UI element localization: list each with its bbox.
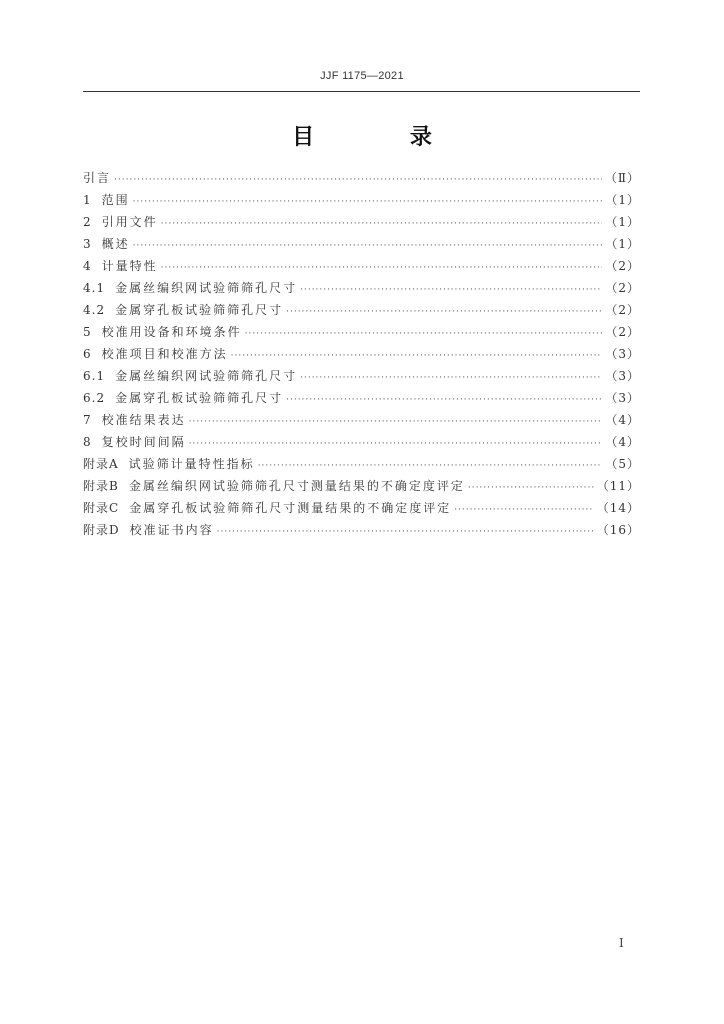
toc-entry-number: 3 xyxy=(83,237,92,251)
toc-entry[interactable] xyxy=(83,233,640,255)
toc-entry-page: （2） xyxy=(605,281,640,295)
toc-entry[interactable] xyxy=(83,475,640,497)
toc-entry-page: （2） xyxy=(605,303,640,317)
toc-leader-dots xyxy=(161,257,603,279)
toc-leader-dots xyxy=(286,301,602,323)
toc-entry[interactable] xyxy=(83,189,640,211)
toc-leader-dots xyxy=(245,323,603,345)
toc-entry-number: 附录D xyxy=(83,523,120,537)
toc-leader-dots xyxy=(454,499,594,521)
toc-entry-number: 2 xyxy=(83,215,92,229)
toc-entry[interactable] xyxy=(83,409,640,431)
toc-entry[interactable] xyxy=(83,167,640,189)
toc-leader-dots xyxy=(114,169,602,191)
toc-leader-dots xyxy=(231,345,603,367)
toc-entry-number: 6.1 xyxy=(83,369,106,383)
toc-entry-number: 附录B xyxy=(83,479,119,493)
toc-entry-number: 附录C xyxy=(83,501,120,515)
toc-entry-page: （4） xyxy=(605,435,640,449)
toc-leader-dots xyxy=(189,433,603,455)
toc-leader-dots xyxy=(258,455,603,477)
toc-entry-title: 金属穿孔板试验筛筛孔尺寸 xyxy=(115,391,284,405)
toc-entry-page: （1） xyxy=(605,215,640,229)
toc-entry-title: 金属丝编织网试验筛筛孔尺寸测量结果的不确定度评定 xyxy=(128,479,465,493)
toc-entry-page: （Ⅱ） xyxy=(604,171,640,185)
toc-entry-title: 引言 xyxy=(83,171,112,185)
toc-entry-title: 计量特性 xyxy=(101,259,158,273)
toc-entry-page: （3） xyxy=(605,347,640,361)
toc-entry-title: 复校时间间隔 xyxy=(101,435,186,449)
header-rule xyxy=(83,91,640,92)
toc-leader-dots xyxy=(189,411,603,433)
toc-entry-number: 5 xyxy=(83,325,92,339)
toc-entry-title: 引用文件 xyxy=(101,215,158,229)
toc-entry[interactable] xyxy=(83,299,640,321)
toc-entry-title: 金属丝编织网试验筛筛孔尺寸 xyxy=(115,369,298,383)
toc-entry-page: （2） xyxy=(605,325,640,339)
toc-entry[interactable] xyxy=(83,519,640,541)
toc-entry[interactable] xyxy=(83,343,640,365)
toc-leader-dots xyxy=(133,235,603,257)
toc-entry-title: 校准项目和校准方法 xyxy=(101,347,228,361)
toc-entry-page: （4） xyxy=(605,413,640,427)
toc-entry-number: 1 xyxy=(83,193,92,207)
toc-entry-page: （14） xyxy=(596,501,640,515)
toc-leader-dots xyxy=(286,389,602,411)
toc-entry-number: 4.1 xyxy=(83,281,106,295)
toc-entry[interactable] xyxy=(83,497,640,519)
toc-entry-number: 4.2 xyxy=(83,303,106,317)
toc-entry-page: （5） xyxy=(605,457,640,471)
toc-entry-page: （3） xyxy=(605,391,640,405)
toc-entry[interactable] xyxy=(83,211,640,233)
toc-entry-number: 附录A xyxy=(83,457,119,471)
toc-entry-title: 概述 xyxy=(101,237,130,251)
toc-entry-page: （2） xyxy=(605,259,640,273)
toc-entry-number: 8 xyxy=(83,435,92,449)
toc-entry-title: 校准结果表达 xyxy=(101,413,186,427)
toc-entry[interactable] xyxy=(83,321,640,343)
toc-entry-number: 6 xyxy=(83,347,92,361)
toc-entry-title: 范围 xyxy=(101,193,130,207)
toc-entry-title: 试验筛计量特性指标 xyxy=(128,457,255,471)
toc-entry-page: （11） xyxy=(596,479,640,493)
toc-entry[interactable] xyxy=(83,255,640,277)
toc-leader-dots xyxy=(300,367,602,389)
page-title: 目 录 xyxy=(292,125,476,150)
toc-leader-dots xyxy=(300,279,602,301)
toc-entry-page: （16） xyxy=(596,523,640,537)
toc-entry-page: （3） xyxy=(605,369,640,383)
table-of-contents xyxy=(83,167,640,541)
toc-entry[interactable] xyxy=(83,431,640,453)
toc-entry-number: 4 xyxy=(83,259,92,273)
toc-entry-page: （1） xyxy=(605,237,640,251)
toc-entry[interactable] xyxy=(83,365,640,387)
toc-entry-title: 金属丝编织网试验筛筛孔尺寸 xyxy=(115,281,298,295)
toc-entry-page: （1） xyxy=(605,193,640,207)
page-number: Ⅰ xyxy=(619,936,624,950)
toc-entry[interactable] xyxy=(83,277,640,299)
toc-leader-dots xyxy=(217,521,594,543)
toc-entry-title: 金属穿孔板试验筛筛孔尺寸 xyxy=(115,303,284,317)
toc-entry-title: 金属穿孔板试验筛筛孔尺寸测量结果的不确定度评定 xyxy=(129,501,452,515)
toc-entry-title: 校准用设备和环境条件 xyxy=(101,325,242,339)
document-code: JJF 1175—2021 xyxy=(320,70,404,82)
toc-leader-dots xyxy=(133,191,603,213)
toc-entry-number: 7 xyxy=(83,413,92,427)
toc-leader-dots xyxy=(161,213,603,235)
toc-leader-dots xyxy=(468,477,594,499)
toc-entry-number: 6.2 xyxy=(83,391,106,405)
toc-entry-title: 校准证书内容 xyxy=(129,523,214,537)
toc-entry[interactable] xyxy=(83,387,640,409)
toc-entry[interactable] xyxy=(83,453,640,475)
